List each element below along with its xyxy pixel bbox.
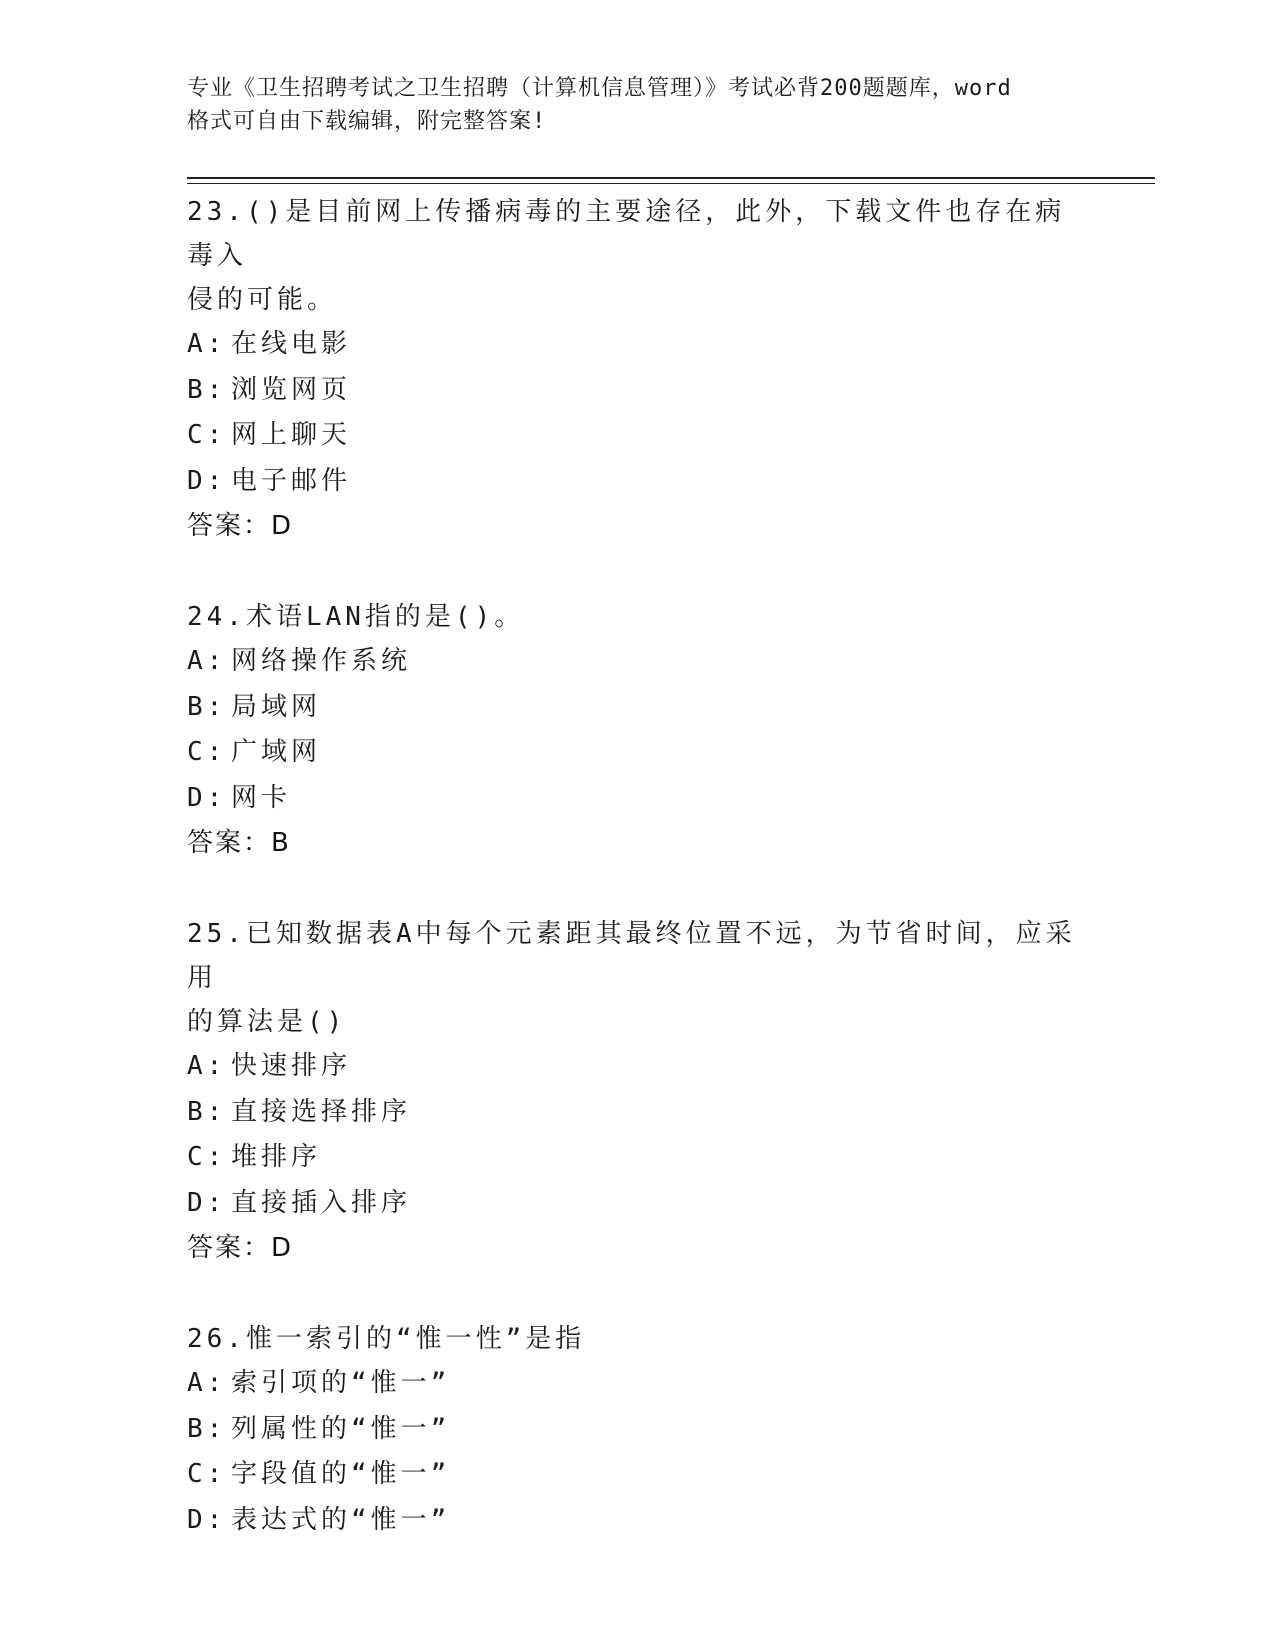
question-23 xyxy=(187,190,1087,549)
option-text: 表达式的“惟一” xyxy=(231,1504,451,1535)
question-text-line: 25.已知数据表A中每个元素距其最终位置不远，为节省时间，应采用 xyxy=(187,919,1076,993)
header-divider-thin xyxy=(187,183,1155,184)
option-text: 局域网 xyxy=(231,691,322,722)
option-letter: B: xyxy=(187,374,227,405)
header-line-2: 格式可自由下载编辑，附完整答案! xyxy=(187,109,547,134)
option-d xyxy=(187,776,1087,822)
option-letter: B: xyxy=(187,1413,227,1444)
option-text: 广域网 xyxy=(231,737,322,767)
header-divider-thick xyxy=(187,177,1155,179)
question-text-line: 24.术语LAN指的是()。 xyxy=(187,602,525,632)
option-text: 快速排序 xyxy=(231,1051,352,1081)
option-text: 网络操作系统 xyxy=(231,646,412,676)
question-text-line: 23.()是目前网上传播病毒的主要途径，此外，下载文件也存在病毒入 xyxy=(187,197,1066,271)
option-text: 堆排序 xyxy=(231,1142,322,1172)
option-letter: B: xyxy=(187,1096,227,1127)
option-text: 列属性的“惟一” xyxy=(231,1413,451,1444)
option-d xyxy=(187,459,1087,505)
option-text: 网卡 xyxy=(231,782,292,813)
option-text: 浏览网页 xyxy=(231,374,352,405)
option-text: 电子邮件 xyxy=(231,465,352,496)
option-a xyxy=(187,1044,1087,1090)
option-d xyxy=(187,1498,1087,1544)
option-letter: C: xyxy=(187,737,227,767)
option-text: 网上聊天 xyxy=(231,420,352,450)
document-header xyxy=(187,72,1087,138)
option-c xyxy=(187,413,1087,459)
answer-line: 答案：D xyxy=(187,1233,294,1263)
option-c xyxy=(187,1135,1087,1181)
option-letter: C: xyxy=(187,420,227,450)
option-b xyxy=(187,685,1087,731)
option-a xyxy=(187,639,1087,685)
option-letter: A: xyxy=(187,329,227,359)
option-c xyxy=(187,1452,1087,1498)
option-letter: D: xyxy=(187,1187,227,1218)
answer-line: 答案：D xyxy=(187,511,294,541)
question-25 xyxy=(187,912,1087,1271)
question-list xyxy=(187,190,1087,1589)
option-text: 字段值的“惟一” xyxy=(231,1459,451,1489)
option-text: 索引项的“惟一” xyxy=(231,1368,451,1398)
option-letter: C: xyxy=(187,1459,227,1489)
question-text-line: 的算法是() xyxy=(187,1007,347,1037)
option-letter: D: xyxy=(187,465,227,496)
header-line-1: 专业《卫生招聘考试之卫生招聘（计算机信息管理）》考试必背200题题库，word xyxy=(187,76,1012,101)
option-letter: D: xyxy=(187,1504,227,1535)
option-c xyxy=(187,730,1087,776)
option-letter: A: xyxy=(187,1368,227,1398)
answer-line: 答案：B xyxy=(187,828,291,858)
option-a xyxy=(187,1361,1087,1407)
option-text: 直接插入排序 xyxy=(231,1187,412,1218)
option-b xyxy=(187,1407,1087,1453)
question-text-line: 26.惟一索引的“惟一性”是指 xyxy=(187,1324,586,1354)
option-b xyxy=(187,368,1087,414)
option-letter: B: xyxy=(187,691,227,722)
option-b xyxy=(187,1090,1087,1136)
option-d xyxy=(187,1181,1087,1227)
option-letter: D: xyxy=(187,782,227,813)
option-letter: A: xyxy=(187,1051,227,1081)
option-a xyxy=(187,322,1087,368)
option-text: 在线电影 xyxy=(231,329,352,359)
question-26 xyxy=(187,1317,1087,1543)
option-text: 直接选择排序 xyxy=(231,1096,412,1127)
question-text-line: 侵的可能。 xyxy=(187,285,338,315)
question-24 xyxy=(187,595,1087,866)
option-letter: A: xyxy=(187,646,227,676)
option-letter: C: xyxy=(187,1142,227,1172)
